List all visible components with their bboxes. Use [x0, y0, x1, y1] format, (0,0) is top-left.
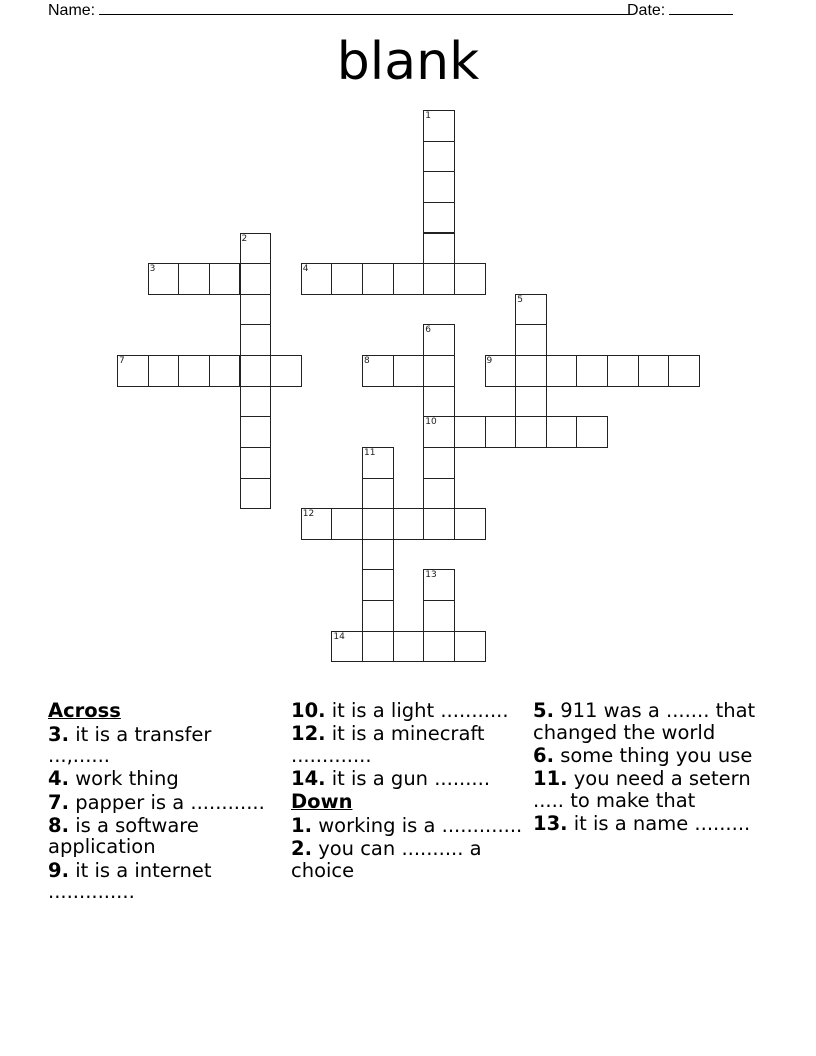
cell-number: 7	[119, 356, 125, 367]
cell-number: 4	[302, 264, 309, 275]
clue-across-9	[48, 860, 278, 903]
grid-cell[interactable]	[423, 171, 455, 203]
clue-number: 10.	[291, 699, 326, 722]
cell-number: 13	[425, 570, 437, 581]
clue-text: is a software application	[48, 813, 199, 859]
grid-cell[interactable]	[331, 263, 363, 295]
grid-cell[interactable]	[638, 355, 670, 387]
grid-cell[interactable]	[301, 508, 333, 540]
grid-cell[interactable]	[423, 600, 455, 632]
name-label: Name:	[48, 2, 96, 19]
clue-across-3	[48, 724, 278, 767]
grid-cell[interactable]	[423, 202, 455, 234]
grid-cell[interactable]	[423, 355, 455, 387]
clue-number: 4.	[48, 767, 69, 791]
clue-text: you can .......... a choice	[291, 837, 482, 882]
clues-column-2	[291, 700, 523, 883]
clue-across-12	[291, 723, 523, 766]
grid-cell[interactable]	[240, 447, 272, 479]
grid-cell[interactable]	[423, 233, 455, 265]
clue-text: it is a name .........	[573, 811, 751, 835]
clue-down-11	[533, 768, 763, 811]
clues-column-3	[533, 700, 763, 836]
grid-cell[interactable]	[515, 416, 547, 448]
clue-text: you need a setern ..... to make that	[533, 767, 751, 812]
clue-text: 911 was a ....... that changed the world	[533, 699, 756, 744]
grid-cell[interactable]	[301, 263, 333, 295]
grid-cell[interactable]	[515, 355, 547, 387]
clue-text: it is a gun .........	[331, 767, 491, 791]
grid-cell[interactable]	[423, 263, 455, 295]
clue-down-2	[291, 838, 523, 881]
grid-cell[interactable]	[454, 263, 486, 295]
cell-number: 6	[425, 325, 432, 336]
grid-cell[interactable]	[240, 478, 272, 510]
clue-text: some thing you use	[560, 743, 753, 767]
grid-cell[interactable]	[270, 355, 302, 387]
grid-cell[interactable]	[393, 631, 425, 663]
grid-cell[interactable]	[240, 416, 272, 448]
across-heading: Across	[48, 699, 121, 722]
grid-cell[interactable]	[423, 631, 455, 663]
grid-cell[interactable]	[148, 355, 180, 387]
grid-cell[interactable]	[607, 355, 639, 387]
cell-number: 10	[425, 417, 437, 428]
clues-column-1	[48, 700, 278, 904]
clue-number: 13.	[533, 811, 568, 835]
clue-across-4	[48, 768, 278, 790]
down-heading: Down	[291, 790, 353, 814]
grid-cell[interactable]	[240, 324, 272, 356]
cell-number: 14	[333, 631, 345, 642]
grid-cell[interactable]	[362, 631, 394, 663]
grid-cell[interactable]	[423, 386, 455, 418]
grid-cell[interactable]	[240, 294, 272, 326]
grid-cell[interactable]	[362, 263, 394, 295]
cell-number: 8	[364, 356, 370, 367]
grid-cell[interactable]	[515, 386, 547, 418]
clue-across-10	[291, 700, 523, 722]
cell-number: 3	[149, 264, 156, 275]
grid-cell[interactable]	[423, 447, 455, 479]
clue-number: 11.	[533, 767, 568, 791]
clue-number: 12.	[291, 722, 326, 746]
clue-down-5	[533, 700, 763, 743]
grid-cell[interactable]	[362, 355, 394, 387]
grid-cell[interactable]	[362, 447, 394, 479]
grid-cell[interactable]	[546, 355, 578, 387]
grid-cell[interactable]	[331, 508, 363, 540]
grid-cell[interactable]	[515, 294, 547, 326]
grid-cell[interactable]	[240, 263, 272, 295]
clue-across-7	[48, 792, 278, 814]
cell-number: 11	[364, 447, 376, 458]
grid-cell[interactable]	[362, 600, 394, 632]
clue-down-1	[291, 815, 523, 837]
grid-cell[interactable]	[423, 508, 455, 540]
grid-cell[interactable]	[576, 355, 608, 387]
grid-cell[interactable]	[393, 355, 425, 387]
grid-cell[interactable]	[240, 355, 272, 387]
clue-down-6	[533, 745, 763, 767]
grid-cell[interactable]	[485, 355, 517, 387]
cell-number: 5	[517, 294, 523, 305]
grid-cell[interactable]	[209, 263, 241, 295]
clue-across-14	[291, 768, 523, 790]
date-label: Date:	[627, 2, 666, 19]
grid-cell[interactable]	[423, 324, 455, 356]
grid-cell[interactable]	[454, 508, 486, 540]
grid-cell[interactable]	[362, 478, 394, 510]
grid-cell[interactable]	[117, 355, 149, 387]
clue-number: 3.	[48, 722, 69, 746]
clue-text: papper is a ............	[75, 790, 265, 814]
grid-cell[interactable]	[362, 569, 394, 601]
clue-text: work thing	[75, 767, 179, 791]
grid-cell[interactable]	[362, 508, 394, 540]
grid-cell[interactable]	[423, 141, 455, 173]
clue-down-13	[533, 813, 763, 835]
cell-number: 9	[486, 356, 493, 367]
grid-cell[interactable]	[546, 416, 578, 448]
grid-cell[interactable]	[454, 416, 486, 448]
clue-text: it is a minecraft .............	[291, 722, 485, 767]
grid-cell[interactable]	[485, 416, 517, 448]
clue-number: 7.	[48, 790, 69, 814]
grid-cell[interactable]	[209, 355, 241, 387]
clue-text: it is a transfer ...,......	[48, 722, 212, 767]
cell-number: 2	[241, 233, 248, 244]
clue-text: it is a light ...........	[331, 699, 509, 722]
clue-text: it is a internet ..............	[48, 858, 212, 904]
grid-cell[interactable]	[423, 416, 455, 448]
grid-cell[interactable]	[362, 539, 394, 571]
clue-number: 1.	[291, 813, 312, 837]
clue-across-8	[48, 815, 278, 858]
grid-cell[interactable]	[423, 110, 455, 142]
grid-cell[interactable]	[668, 355, 700, 387]
grid-cell[interactable]	[454, 631, 486, 663]
grid-cell[interactable]	[393, 263, 425, 295]
cell-number: 12	[302, 509, 315, 520]
grid-cell[interactable]	[331, 631, 363, 663]
grid-cell[interactable]	[178, 263, 210, 295]
puzzle-title: blank	[336, 32, 480, 92]
grid-cell[interactable]	[240, 386, 272, 418]
grid-cell[interactable]	[576, 416, 608, 448]
clue-text: working is a .............	[318, 813, 523, 837]
clue-number: 6.	[533, 743, 554, 767]
grid-cell[interactable]	[423, 569, 455, 601]
grid-cell[interactable]	[423, 478, 455, 510]
clue-number: 2.	[291, 837, 312, 861]
clue-number: 9.	[48, 858, 69, 882]
cell-number: 1	[425, 111, 432, 121]
clue-number: 8.	[48, 813, 69, 837]
clue-number: 14.	[291, 767, 326, 791]
clue-number: 5.	[533, 699, 554, 722]
grid-cell[interactable]	[393, 508, 425, 540]
grid-cell[interactable]	[515, 324, 547, 356]
grid-cell[interactable]	[240, 233, 272, 265]
grid-cell[interactable]	[148, 263, 180, 295]
grid-cell[interactable]	[178, 355, 210, 387]
